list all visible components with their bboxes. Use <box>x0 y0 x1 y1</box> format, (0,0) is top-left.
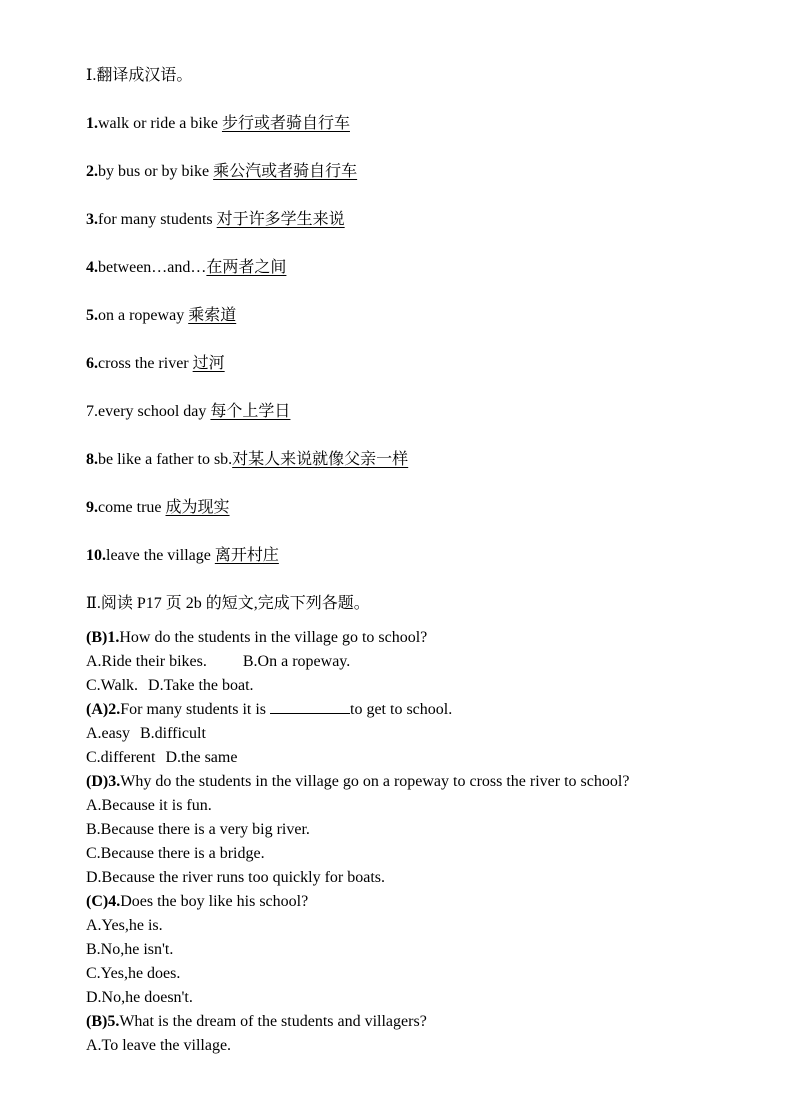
vocab-answer: 成为现实 <box>165 499 230 516</box>
vocab-english: be like a father to sb. <box>98 451 233 468</box>
vocab-item-6: 6.cross the river 过河 <box>86 355 225 372</box>
vocab-number: 5 <box>86 307 94 324</box>
vocab-english: on a ropeway <box>98 307 189 324</box>
option-a: A.Ride their bikes. <box>86 653 207 670</box>
question-text: Why do the students in the village go on a ropeway to cross the river to school? <box>120 773 630 790</box>
question-text: For many students it is <box>120 701 270 718</box>
option-c: C.Because there is a bridge. <box>86 845 265 862</box>
vocab-english: every school day <box>98 403 211 420</box>
option-row <box>86 650 776 674</box>
option-row <box>86 722 776 746</box>
question-text: How do the students in the village go to school? <box>119 629 428 646</box>
vocab-item-8: 8.be like a father to sb.对某人来说就像父亲一样 <box>86 451 409 468</box>
vocab-answer: 乘索道 <box>188 307 237 324</box>
vocab-answer: 乘公汽或者骑自行车 <box>213 163 358 180</box>
vocab-english: between…and… <box>98 259 207 276</box>
question-4 <box>86 890 776 914</box>
vocab-number: 9 <box>86 499 94 516</box>
vocab-number: 8 <box>86 451 94 468</box>
question-text: What is the dream of the students and villagers? <box>119 1013 427 1030</box>
vocab-answer: 步行或者骑自行车 <box>221 115 350 132</box>
vocab-number: 3 <box>86 211 94 228</box>
vocab-answer: 对某人来说就像父亲一样 <box>232 451 409 468</box>
option-b: B.No,he isn't. <box>86 941 174 958</box>
option-b: B.difficult <box>139 725 206 742</box>
vocab-answer: 过河 <box>192 355 225 372</box>
question-3 <box>86 770 776 794</box>
vocab-english: cross the river <box>98 355 193 372</box>
option-d: D.No,he doesn't. <box>86 989 193 1006</box>
option-b: B.Because there is a very big river. <box>86 821 310 838</box>
option-a: A.easy <box>86 725 130 742</box>
option-c: C.Walk. <box>86 677 139 694</box>
vocab-number: 2 <box>86 163 94 180</box>
vocab-answer: 在两者之间 <box>206 259 287 276</box>
question-text-end: to get to school. <box>350 701 453 718</box>
question-5 <box>86 1010 776 1034</box>
vocab-number: 7 <box>86 403 94 420</box>
reading-questions <box>86 626 776 1058</box>
option-d: D.Because the river runs too quickly for boats. <box>86 869 386 886</box>
vocab-item-9: 9.come true 成为现实 <box>86 499 230 516</box>
question-number: (D)3. <box>86 773 121 790</box>
option-c: C.Yes,he does. <box>86 965 181 982</box>
vocab-item-5: 5.on a ropeway 乘索道 <box>86 307 237 324</box>
vocab-answer: 每个上学日 <box>210 403 291 420</box>
question-text: Does the boy like his school? <box>120 893 309 910</box>
vocab-item-10: 10.leave the village 离开村庄 <box>86 547 279 564</box>
vocab-item-1: 1.walk or ride a bike 步行或者骑自行车 <box>86 115 350 132</box>
vocab-item-3: 3.for many students 对于许多学生来说 <box>86 211 345 228</box>
option-row <box>86 674 776 698</box>
option-a: A.To leave the village. <box>86 1037 232 1054</box>
option-d: D.Take the boat. <box>148 677 254 694</box>
vocab-number: 10 <box>86 547 102 564</box>
option-a: A.Yes,he is. <box>86 917 163 934</box>
question-2 <box>86 698 776 722</box>
vocab-number: 4 <box>86 259 94 276</box>
vocab-english: walk or ride a bike <box>98 115 222 132</box>
option-a: A.Because it is fun. <box>86 797 212 814</box>
vocab-english: for many students <box>98 211 217 228</box>
vocab-item-7: 7.every school day 每个上学日 <box>86 403 291 420</box>
vocab-english: come true <box>98 499 166 516</box>
option-d: D.the same <box>165 749 238 766</box>
answer-blank <box>270 699 350 714</box>
vocab-answer: 对于许多学生来说 <box>216 211 345 228</box>
vocab-english: by bus or by bike <box>98 163 214 180</box>
vocab-number: 1 <box>86 115 94 132</box>
question-number: (B)5. <box>86 1013 120 1030</box>
vocab-english: leave the village <box>106 547 215 564</box>
question-number: (C)4. <box>86 893 121 910</box>
section-1-heading: Ⅰ.翻译成汉语。 <box>86 67 193 84</box>
vocab-item-4: 4.between…and…在两者之间 <box>86 259 287 276</box>
option-row <box>86 746 776 770</box>
question-number: (A)2. <box>86 701 121 718</box>
option-b: B.On a ropeway. <box>242 653 351 670</box>
vocab-number: 6 <box>86 355 94 372</box>
option-c: C.different <box>86 749 156 766</box>
vocab-item-2: 2.by bus or by bike 乘公汽或者骑自行车 <box>86 163 358 180</box>
vocab-answer: 离开村庄 <box>214 547 279 564</box>
section-2-heading: Ⅱ.阅读 P17 页 2b 的短文,完成下列各题。 <box>86 595 370 612</box>
question-1 <box>86 626 776 650</box>
question-number: (B)1. <box>86 629 120 646</box>
